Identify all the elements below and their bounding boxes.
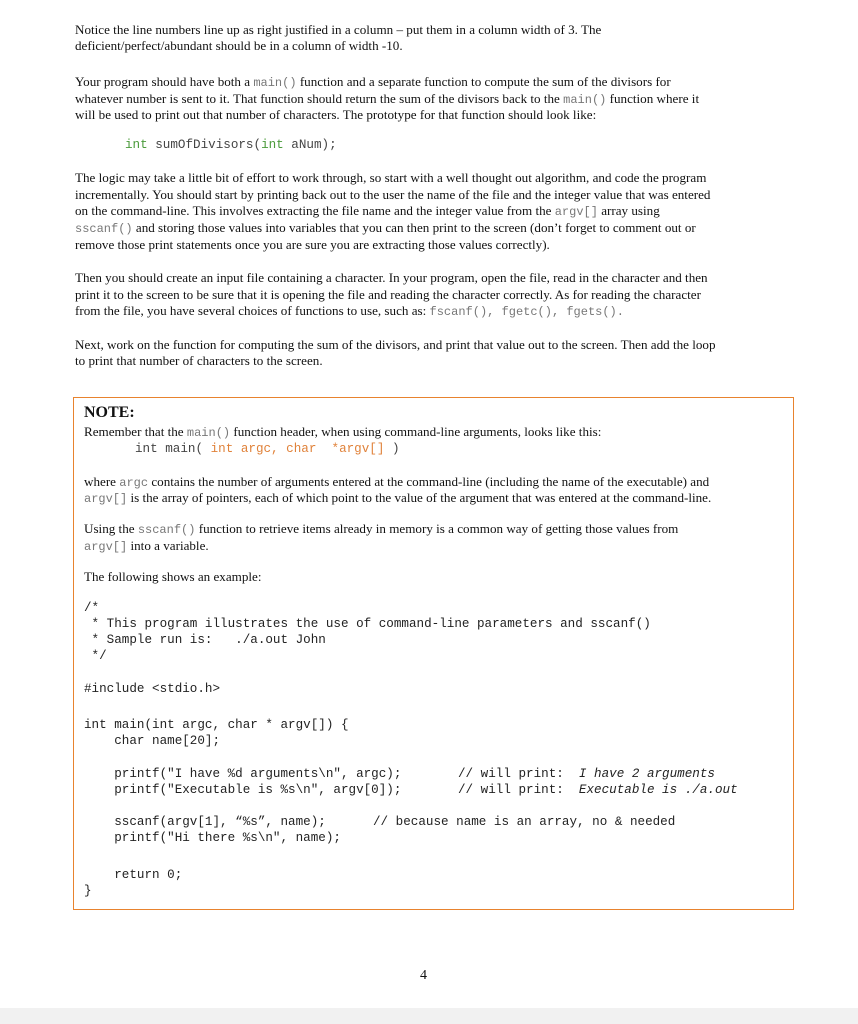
note-text: is the array of pointers, each of which point to the value of the argument that was entered at the command-line. — [127, 490, 712, 505]
code-main: main() — [186, 426, 231, 440]
p4-line-2: to print that number of characters to the screen. — [75, 353, 323, 368]
note-text: Using the — [84, 521, 138, 536]
note-where-line-1 — [84, 474, 709, 492]
code-argv: argv[] — [554, 205, 598, 219]
code-return-line: return 0; — [84, 868, 183, 882]
p2-line-3 — [75, 203, 660, 221]
p2-line-2: incrementally. You should start by printing back out to the user the name of the file and the integer value that was entered — [75, 187, 711, 202]
p1-text: whatever number is sent to it. That function should return the sum of the divisors back to the — [75, 91, 564, 106]
p3-line-3 — [75, 303, 624, 321]
note-title: NOTE: — [84, 404, 135, 421]
p2-text: and storing those values into variables that you can then print to the screen (don’t forget to comment out or — [132, 220, 696, 235]
keyword: int — [261, 138, 284, 152]
note-using-line-1 — [84, 521, 678, 539]
p1-text: Your program should have both a — [75, 74, 254, 89]
code-printf-line-2: printf("Executable is %s\n", argv[0]); — [84, 783, 402, 797]
code-printf-comment-2 — [458, 782, 738, 799]
p2-text: on the command-line. This involves extracting the file name and the integer value from the — [75, 203, 555, 218]
p4-line-1: Next, work on the function for computing the sum of the divisors, and print that value out to the screen. Then add the loop — [75, 337, 716, 352]
code-main: main() — [253, 76, 297, 90]
page-number: 4 — [420, 968, 427, 983]
code-close-brace: } — [84, 884, 92, 898]
p1-text: function where it — [606, 91, 700, 106]
sig-args: argc, char *argv[] — [233, 442, 392, 456]
note-text: function header, when using command-line arguments, looks like this: — [230, 424, 602, 439]
code-sscanf-line: sscanf(argv[1], “%s”, name); — [84, 815, 326, 829]
code-functions: fscanf(), fgetc(), fgets(). — [429, 305, 624, 319]
note-text: function to retrieve items already in memory is a common way of getting those values from — [195, 521, 679, 536]
code-sscanf: sscanf() — [75, 222, 133, 236]
code-printf-line-1: printf("I have %d arguments\n", argc); — [84, 767, 402, 781]
p2-line-4 — [75, 220, 696, 238]
p1-text: function and a separate function to compute the sum of the divisors for — [296, 74, 671, 89]
note-text: contains the number of arguments entered at the command-line (including the name of the executable) and — [148, 474, 710, 489]
comment-text: // will print: — [458, 783, 579, 797]
code-comment-line: * This program illustrates the use of command-line parameters and sscanf() — [84, 617, 651, 631]
code-comment-line: /* — [84, 601, 100, 615]
p3-text: from the file, you have several choices of functions to use, such as: — [75, 303, 430, 318]
note-where-line-2 — [84, 490, 711, 508]
note-text: Remember that the — [84, 424, 187, 439]
code-comment-line: */ — [84, 649, 107, 663]
code-include-line: #include <stdio.h> — [84, 682, 221, 696]
p1-line-2 — [75, 91, 699, 109]
proto-rest: aNum); — [283, 138, 337, 152]
sig-part: int main( — [135, 442, 211, 456]
note-line-1 — [84, 424, 601, 442]
prototype-line — [125, 137, 337, 154]
p3-line-2: print it to the screen to be sure that it is opening the file and reading the character correctly. As for reading the character — [75, 287, 701, 302]
comment-output: Executable is ./a.out — [578, 783, 738, 797]
code-argv: argv[] — [84, 492, 128, 506]
p2-line-1: The logic may take a little bit of effort to work through, so start with a well thought out algorithm, and code the program — [75, 170, 707, 185]
p2-line-5: remove those print statements once you are sure you are extracting those values correctly). — [75, 237, 550, 252]
keyword: int — [125, 138, 148, 152]
code-comment-line: * Sample run is: ./a.out John — [84, 633, 326, 647]
p3-line-1: Then you should create an input file containing a character. In your program, open the file, read in the character and then — [75, 270, 708, 285]
code-sscanf: sscanf() — [137, 523, 196, 537]
proto-fn: sumOfDivisors( — [147, 138, 262, 152]
code-argv: argv[] — [84, 540, 128, 554]
main-header-signature — [135, 441, 400, 458]
comment-output: I have 2 arguments — [578, 767, 715, 781]
code-main-line: int main(int argc, char * argv[]) { — [84, 718, 349, 732]
note-following-line: The following shows an example: — [84, 569, 262, 584]
code-sscanf-comment: // because name is an array, no & needed — [373, 815, 676, 829]
code-printf-comment-1 — [458, 766, 715, 783]
keyword: int — [210, 442, 234, 456]
note-using-line-2 — [84, 538, 209, 556]
code-main: main() — [563, 93, 607, 107]
note-text: into a variable. — [127, 538, 209, 553]
p1-line-3: will be used to print out that number of characters. The prototype for that function should look like: — [75, 107, 597, 122]
intro-line-1: Notice the line numbers line up as right justified in a column – put them in a column width of 3. The — [75, 22, 602, 37]
code-argc: argc — [119, 476, 149, 490]
p1-line-1 — [75, 74, 671, 92]
sig-part: ) — [391, 442, 400, 456]
intro-line-2: deficient/perfect/abundant should be in a column of width -10. — [75, 38, 403, 53]
comment-text: // will print: — [458, 767, 579, 781]
p2-text: array using — [597, 203, 660, 218]
code-decl-line: char name[20]; — [84, 734, 221, 748]
note-text: where — [84, 474, 120, 489]
code-printf-line-3: printf("Hi there %s\n", name); — [84, 831, 341, 845]
